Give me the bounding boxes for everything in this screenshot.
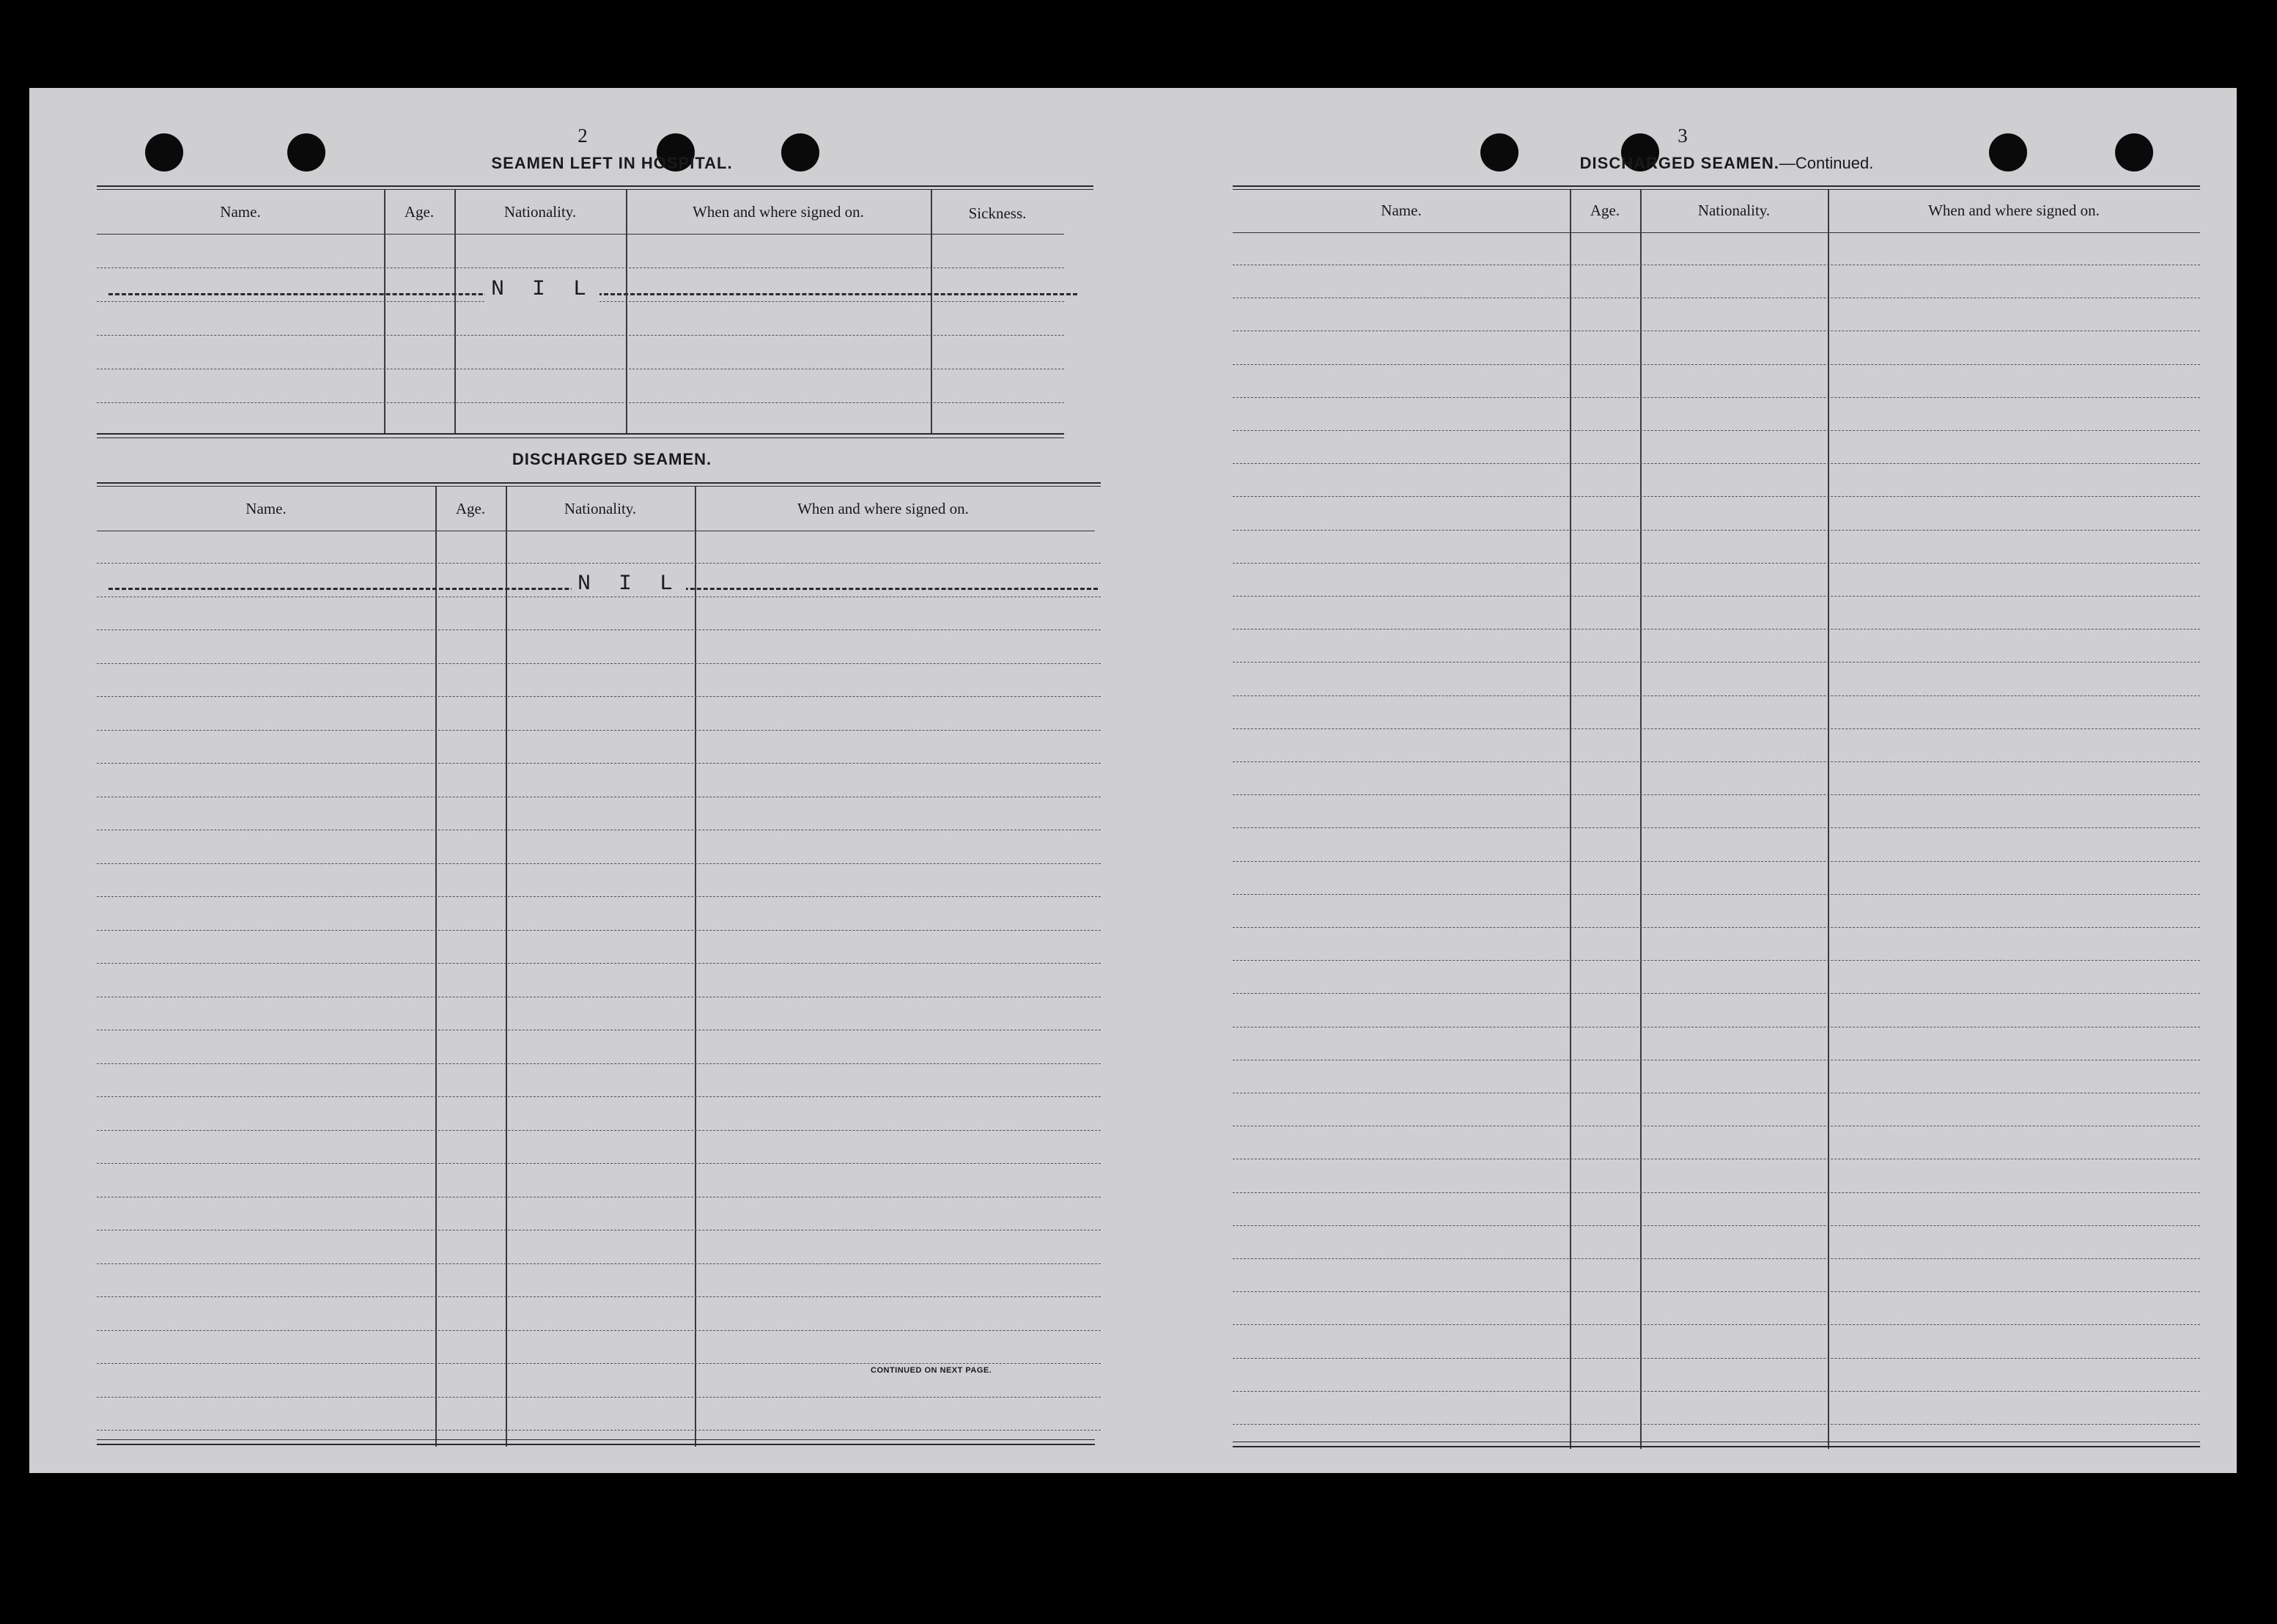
entry-line — [1233, 1225, 2200, 1226]
page-number: 2 — [577, 125, 588, 147]
entry-line — [97, 563, 1101, 564]
column-divider — [506, 487, 507, 1447]
entry-line — [97, 1430, 1101, 1431]
column-divider — [384, 190, 385, 435]
entry-line — [1233, 761, 2200, 762]
nil-entry: N I L — [572, 572, 686, 597]
header-rule — [1233, 232, 2200, 233]
nil-entry: N I L — [485, 277, 599, 302]
entry-line — [97, 1263, 1101, 1264]
entry-line — [97, 1096, 1101, 1097]
column-divider — [1570, 190, 1571, 1449]
column-header-name: Name. — [1381, 202, 1422, 219]
table-top-rule — [1233, 185, 2200, 187]
entry-line — [97, 1163, 1101, 1164]
right-page — [1133, 88, 2237, 1473]
table-bottom-rule — [97, 1439, 1095, 1440]
entry-line — [1233, 364, 2200, 365]
punch-hole — [145, 133, 183, 171]
entry-line — [1233, 463, 2200, 464]
entry-line — [1233, 1291, 2200, 1292]
entry-line — [97, 267, 1064, 268]
entry-line — [1233, 1391, 2200, 1392]
entry-line — [1233, 695, 2200, 696]
entry-line — [97, 402, 1064, 403]
entry-line — [1233, 993, 2200, 994]
column-header-nationality: Nationality. — [564, 500, 637, 517]
punch-hole — [2115, 133, 2153, 171]
column-header-age: Age. — [455, 500, 486, 517]
column-header-nationality: Nationality. — [503, 203, 577, 221]
discharged-table — [97, 482, 1101, 1450]
entry-line — [1233, 530, 2200, 531]
punch-hole — [1989, 133, 2027, 171]
column-divider — [695, 487, 696, 1447]
entry-line — [1233, 563, 2200, 564]
entry-line — [1233, 629, 2200, 630]
column-divider — [1828, 190, 1829, 1449]
entry-line — [1233, 861, 2200, 862]
header-rule — [97, 234, 1064, 235]
title-suffix: —Continued. — [1779, 154, 1874, 172]
entry-line — [97, 963, 1101, 964]
column-divider — [1640, 190, 1642, 1449]
entry-line — [1233, 728, 2200, 729]
hospital-section-title: SEAMEN LEFT IN HOSPITAL. — [491, 154, 733, 172]
entry-line — [1233, 1324, 2200, 1325]
document-sheet — [29, 88, 2237, 1473]
column-header-name: Name. — [246, 500, 287, 517]
continued-footer: CONTINUED ON NEXT PAGE. — [871, 1366, 992, 1375]
column-header-when-where: When and where signed on. — [693, 203, 864, 221]
discharged-continued-title — [1529, 154, 1924, 173]
column-header-nationality: Nationality. — [1697, 202, 1771, 219]
column-header-name: Name. — [220, 203, 261, 221]
punch-hole — [287, 133, 325, 171]
table-bottom-rule — [97, 1444, 1095, 1445]
entry-line — [97, 930, 1101, 931]
entry-line — [97, 1296, 1101, 1297]
table-top-rule — [97, 486, 1101, 487]
entry-line — [97, 696, 1101, 697]
entry-line — [97, 1063, 1101, 1064]
entry-line — [1233, 794, 2200, 795]
discharged-section-title: DISCHARGED SEAMEN. — [512, 450, 712, 468]
entry-line — [1233, 827, 2200, 828]
entry-line — [1233, 1424, 2200, 1425]
entry-line — [1233, 596, 2200, 597]
entry-line — [97, 663, 1101, 664]
column-divider — [435, 487, 437, 1447]
column-divider — [931, 190, 932, 435]
table-bottom-rule — [1233, 1446, 2200, 1447]
column-header-age: Age. — [1590, 202, 1620, 219]
entry-line — [97, 896, 1101, 897]
column-header-sickness: Sickness. — [968, 204, 1027, 222]
left-page — [29, 88, 1133, 1473]
entry-line — [1233, 397, 2200, 398]
table-top-rule — [1233, 189, 2200, 190]
entry-line — [97, 1363, 1101, 1364]
entry-line — [97, 763, 1101, 764]
entry-line — [1233, 1258, 2200, 1259]
entry-line — [1233, 496, 2200, 497]
entry-line — [1233, 960, 2200, 961]
table-bottom-rule — [97, 433, 1064, 435]
column-header-when-where: When and where signed on. — [797, 500, 969, 517]
entry-line — [1233, 894, 2200, 895]
table-top-rule — [97, 185, 1093, 187]
entry-line — [97, 335, 1064, 336]
hospital-table — [97, 185, 1093, 436]
title-main: DISCHARGED SEAMEN. — [1579, 154, 1779, 172]
entry-line — [97, 1130, 1101, 1131]
column-divider — [626, 190, 627, 435]
entry-line — [1233, 927, 2200, 928]
entry-line — [1233, 1358, 2200, 1359]
entry-line — [97, 863, 1101, 864]
punch-hole — [1480, 133, 1518, 171]
entry-line — [1233, 430, 2200, 431]
entry-line — [97, 1330, 1101, 1331]
table-top-rule — [97, 189, 1093, 190]
column-header-when-where: When and where signed on. — [1928, 202, 2100, 219]
column-divider — [454, 190, 456, 435]
entry-line — [97, 1397, 1101, 1398]
page-number: 3 — [1678, 125, 1688, 147]
discharged-continued-table — [1233, 185, 2200, 1450]
column-header-age: Age. — [404, 203, 435, 221]
table-top-rule — [97, 482, 1101, 484]
entry-line — [97, 730, 1101, 731]
entry-line — [1233, 1192, 2200, 1193]
